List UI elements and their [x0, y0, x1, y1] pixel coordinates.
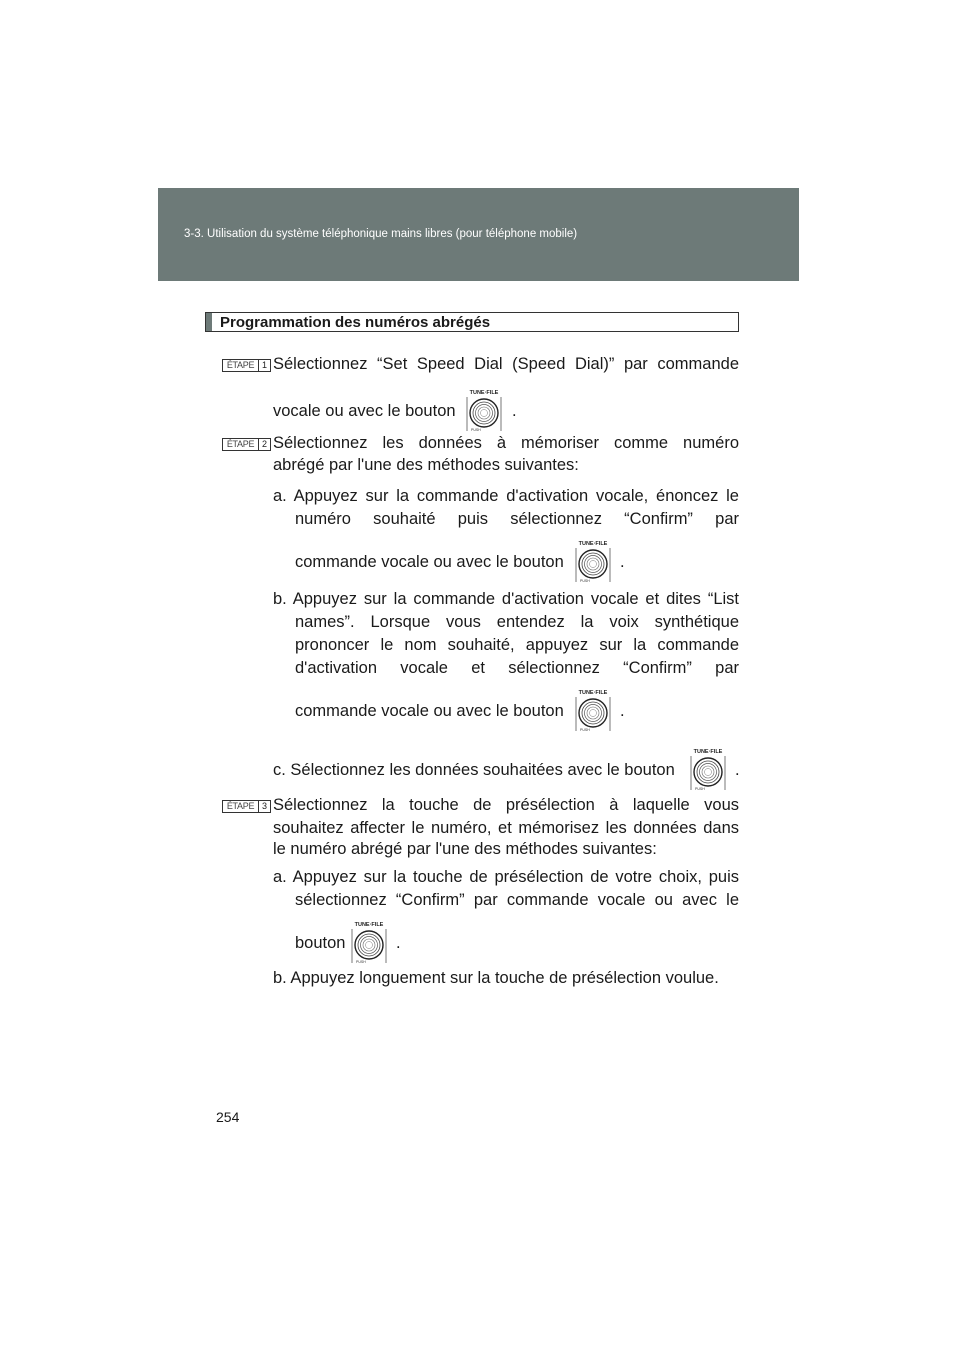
step-badge-number: 2: [261, 439, 267, 449]
step-1-line-1: Sélectionnez “Set Speed Dial (Speed Dial)” par commande: [273, 355, 739, 373]
step-3-badge: [222, 800, 271, 813]
section-title-box: [205, 312, 739, 332]
page-number: 254: [216, 1109, 240, 1125]
step-1-line-2: vocale ou avec le bouton: [273, 402, 456, 420]
svg-text:TUNE·FILE: TUNE·FILE: [578, 541, 608, 547]
step-2-a-line-3: commande vocale ou avec le bouton: [295, 553, 564, 571]
step-2-a-period: .: [620, 553, 625, 571]
step-2-badge: [222, 438, 271, 451]
step-3-line-3: le numéro abrégé par l'une des méthodes suivantes:: [273, 840, 657, 858]
step-3-a-line-2: sélectionnez “Confirm” par commande vocale ou avec le: [295, 891, 739, 909]
step-3-a-line-1: a. Appuyez sur la touche de présélection de votre choix, puis: [273, 868, 739, 886]
svg-text:PUSH: PUSH: [580, 579, 590, 583]
svg-text:TUNE·FILE: TUNE·FILE: [469, 390, 499, 396]
section-title-marker: [206, 313, 212, 331]
step-2-line-2: abrégé par l'une des méthodes suivantes:: [273, 456, 579, 474]
svg-text:TUNE·FILE: TUNE·FILE: [354, 922, 384, 928]
step-1-badge: [222, 359, 271, 372]
tune-file-knob-icon: [466, 387, 502, 433]
step-2-a-line-1: a. Appuyez sur la commande d'activation vocale, énoncez le: [273, 487, 739, 505]
step-badge-word: ÉTAPE: [223, 360, 259, 371]
tune-file-knob-icon: [690, 746, 726, 792]
step-2-c-line-1: c. Sélectionnez les données souhaitées avec le bouton: [273, 761, 675, 779]
step-badge-number: 1: [261, 360, 267, 370]
step-3-line-2: souhaitez affecter le numéro, et mémorisez les données dans: [273, 819, 739, 837]
tune-file-knob-graphic: [351, 919, 387, 965]
step-badge-word: ÉTAPE: [223, 439, 259, 450]
step-2-b-line-2: names”. Lorsque vous entendez la voix synthétique: [295, 613, 739, 631]
step-2-b-line-1: b. Appuyez sur la commande d'activation vocale et dites “List: [273, 590, 739, 608]
step-2-b-line-3: prononcer le nom souhaité, appuyez sur la commande: [295, 636, 739, 654]
svg-text:PUSH: PUSH: [356, 960, 366, 964]
tune-file-knob-graphic: [690, 746, 726, 792]
svg-text:TUNE·FILE: TUNE·FILE: [578, 690, 608, 696]
section-title: Programmation des numéros abrégés: [220, 314, 491, 331]
step-2-b-period: .: [620, 702, 625, 720]
svg-text:PUSH: PUSH: [580, 728, 590, 732]
step-badge-word: ÉTAPE: [223, 801, 259, 812]
tune-file-knob-icon: [575, 538, 611, 584]
step-3-b-line-1: b. Appuyez longuement sur la touche de présélection voulue.: [273, 969, 719, 987]
chapter-breadcrumb: 3-3. Utilisation du système téléphonique mains libres (pour téléphone mobile): [184, 228, 578, 240]
step-2-line-1: Sélectionnez les données à mémoriser comme numéro: [273, 434, 739, 452]
step-2-b-line-5: commande vocale ou avec le bouton: [295, 702, 564, 720]
step-3-a-period: .: [396, 934, 401, 952]
step-1-period: .: [512, 402, 517, 420]
tune-file-knob-icon: [575, 687, 611, 733]
step-2-c-period: .: [735, 761, 740, 779]
svg-text:TUNE·FILE: TUNE·FILE: [693, 749, 723, 755]
chapter-header: [158, 188, 799, 281]
step-2-a-line-2: numéro souhaité puis sélectionnez “Confirm” par: [295, 510, 739, 528]
tune-file-knob-graphic: [575, 687, 611, 733]
tune-file-knob-graphic: [575, 538, 611, 584]
svg-text:PUSH: PUSH: [695, 787, 705, 791]
tune-file-knob-graphic: [466, 387, 502, 433]
step-3-a-line-3: bouton: [295, 934, 346, 952]
svg-text:PUSH: PUSH: [471, 428, 481, 432]
step-3-line-1: Sélectionnez la touche de présélection à laquelle vous: [273, 796, 739, 814]
step-badge-number: 3: [261, 801, 267, 811]
step-2-b-line-4: d'activation vocale et sélectionnez “Confirm” par: [295, 659, 739, 677]
tune-file-knob-icon: [351, 919, 387, 965]
